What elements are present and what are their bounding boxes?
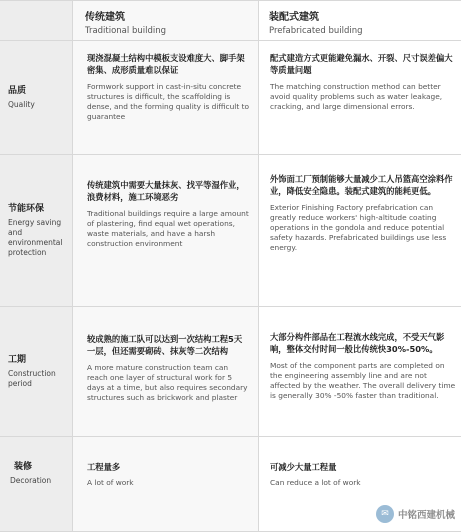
row-label-cn: 工期	[8, 355, 27, 365]
prefab-en-text: Most of the component parts are completed on the engineering assembly line and are not affected by the weather. The overall delivery time is generally 30% -50% faster than traditional.	[270, 361, 456, 400]
header-prefab	[258, 1, 461, 41]
row-label-energy	[0, 155, 72, 307]
header-traditional	[72, 1, 258, 41]
row-label-en: Quality	[8, 100, 35, 109]
header-traditional-cn: 传统建筑	[85, 12, 125, 23]
row-label-en: Decoration	[10, 476, 52, 485]
traditional-cn-text: 现浇混凝土结构中模板支设难度大、脚手架密集、成形质量难以保证	[87, 53, 245, 75]
wechat-logo-icon: ✉	[376, 505, 394, 523]
row-label-en: Energy saving and environmental protection	[8, 218, 63, 257]
traditional-cn-text: 较成熟的施工队可以达到一次结构工程5天一层，但还需要砌砖、抹灰等二次结构	[87, 334, 243, 356]
cell-traditional-period	[72, 307, 258, 437]
traditional-en-text: Formwork support in cast-in-situ concrete structures is difficult, the scaffolding is dense, and the forming quality is difficult to guarantee	[87, 82, 250, 121]
prefab-en-text: Can reduce a lot of work	[270, 478, 361, 487]
header-traditional-en: Traditional building	[85, 26, 167, 36]
prefab-en-text: The matching construction method can better avoid quality problems such as water leakage, cracking, and large dimensional errors.	[270, 82, 443, 111]
header-empty-cell	[0, 1, 72, 41]
row-label-period	[0, 307, 72, 437]
prefab-cn-text: 配式建造方式更能避免漏水、开裂、尺寸误差偏大等质量问题	[270, 53, 453, 75]
header-prefab-cn: 装配式建筑	[269, 12, 319, 23]
row-label-quality	[0, 41, 72, 155]
cell-traditional-energy	[72, 155, 258, 307]
row-label-cn: 品质	[8, 86, 27, 96]
cell-prefab-energy	[258, 155, 461, 307]
cell-prefab-period	[258, 307, 461, 437]
traditional-en-text: A more mature construction team can reach one layer of structural work for 5 days at a time, but also requires secondary structures such as brickwork and plaster	[87, 363, 248, 402]
prefab-cn-text: 大部分构件部品在工程流水线完成，不受天气影响，整体交付时间一般比传统快30%-50%。	[270, 332, 445, 354]
traditional-cn-text: 工程量多	[87, 462, 121, 472]
header-prefab-en: Prefabricated building	[269, 26, 363, 36]
row-label-en: Construction period	[8, 369, 56, 388]
watermark-text: 中铭西建机械	[397, 510, 455, 521]
traditional-en-text: A lot of work	[87, 478, 134, 487]
watermark	[376, 505, 455, 523]
cell-prefab-quality	[258, 41, 461, 155]
prefab-cn-text: 外饰面工厂预制能够大量减少工人吊篮高空涂料作业，降低安全隐患。装配式建筑的能耗更低。	[270, 174, 453, 196]
cell-traditional-decoration	[72, 437, 258, 532]
traditional-cn-text: 传统建筑中需要大量抹灰、找平等湿作业，浪费材料，施工环境恶劣	[87, 180, 245, 202]
traditional-en-text: Traditional buildings require a large amount of plastering, find equal wet operations, waste materials, and have a harsh construction environment	[87, 209, 249, 248]
row-label-cn: 装修	[14, 462, 33, 472]
row-label-decoration	[0, 437, 72, 532]
prefab-en-text: Exterior Finishing Factory prefabrication can greatly reduce workers' high-altitude coating operations in the gondola and reduce potential safety hazards. Prefabricated buildings use less energy.	[270, 203, 447, 252]
prefab-cn-text: 可减少大量工程量	[270, 462, 337, 472]
cell-traditional-quality	[72, 41, 258, 155]
row-label-cn: 节能环保	[8, 204, 45, 214]
